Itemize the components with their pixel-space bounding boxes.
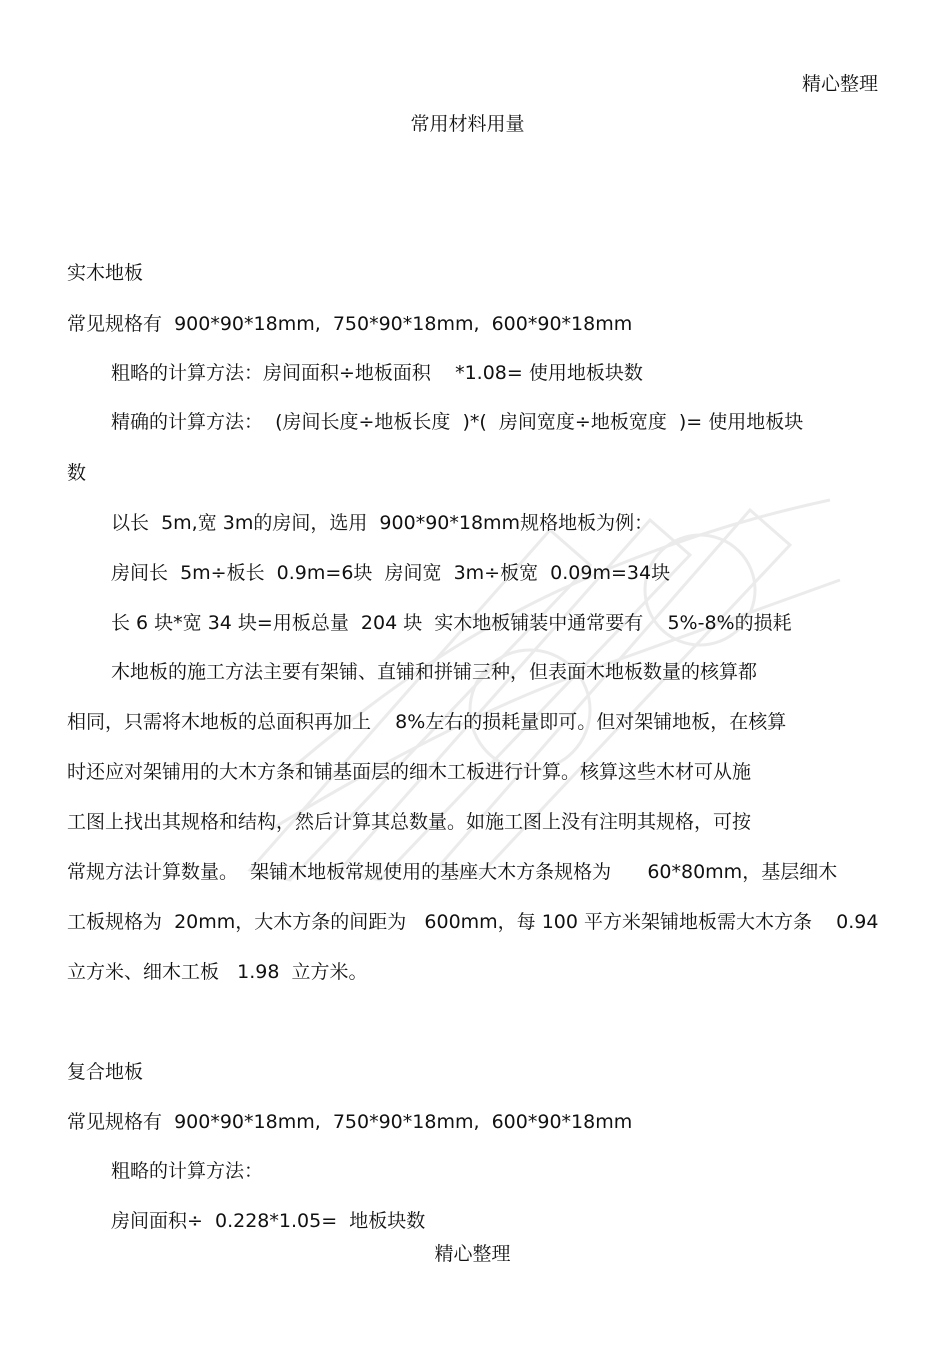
text-line: 时还应对架铺用的大木方条和铺基面层的细木工板进行计算。核算这些木材可从施 [67, 761, 752, 783]
text-line: 常见规格有 900*90*18mm, 750*90*18mm, 600*90*18mm [67, 313, 633, 335]
text-line: 数 [67, 462, 87, 484]
page-title: 常用材料用量 [410, 113, 525, 135]
text-line: 粗略的计算方法： [111, 1160, 264, 1182]
text-line: 以长 5m,宽 3m的房间，选用 900*90*18mm规格地板为例： [111, 512, 654, 534]
text-line: 工图上找出其规格和结构，然后计算其总数量。如施工图上没有注明其规格，可按 [67, 811, 752, 833]
text-line: 工板规格为 20mm，大木方条的间距为 600mm，每 100 平方米架铺地板需大木方条 0.94 [67, 911, 879, 933]
text-line: 常规方法计算数量。 架铺木地板常规使用的基座大木方条规格为 60*80mm，基层细木 [67, 861, 838, 883]
text-line: 立方米、细木工板 1.98 立方米。 [67, 961, 368, 983]
text-line: 木地板的施工方法主要有架铺、直铺和拼铺三种，但表面木地板数量的核算都 [111, 661, 758, 683]
text-line: 粗略的计算方法：房间面积÷地板面积 *1.08= 使用地板块数 [111, 362, 643, 384]
text-line: 房间面积÷ 0.228*1.05= 地板块数 [111, 1210, 426, 1232]
section-heading: 复合地板 [67, 1061, 144, 1083]
footer-label: 精心整理 [434, 1243, 511, 1265]
text-line: 房间长 5m÷板长 0.9m=6块 房间宽 3m÷板宽 0.09m=34块 [111, 562, 671, 584]
text-line: 常见规格有 900*90*18mm, 750*90*18mm, 600*90*18mm [67, 1111, 633, 1133]
text-line: 相同，只需将木地板的总面积再加上 8%左右的损耗量即可。但对架铺地板，在核算 [67, 711, 787, 733]
text-line: 长 6 块*宽 34 块=用板总量 204 块 实木地板铺装中通常要有 5%-8%的损耗 [111, 612, 792, 634]
header-label: 精心整理 [801, 73, 878, 95]
text-line: 精确的计算方法： (房间长度÷地板长度 )*( 房间宽度÷地板宽度 )= 使用地板块 [111, 411, 804, 433]
section-heading: 实木地板 [67, 262, 144, 284]
